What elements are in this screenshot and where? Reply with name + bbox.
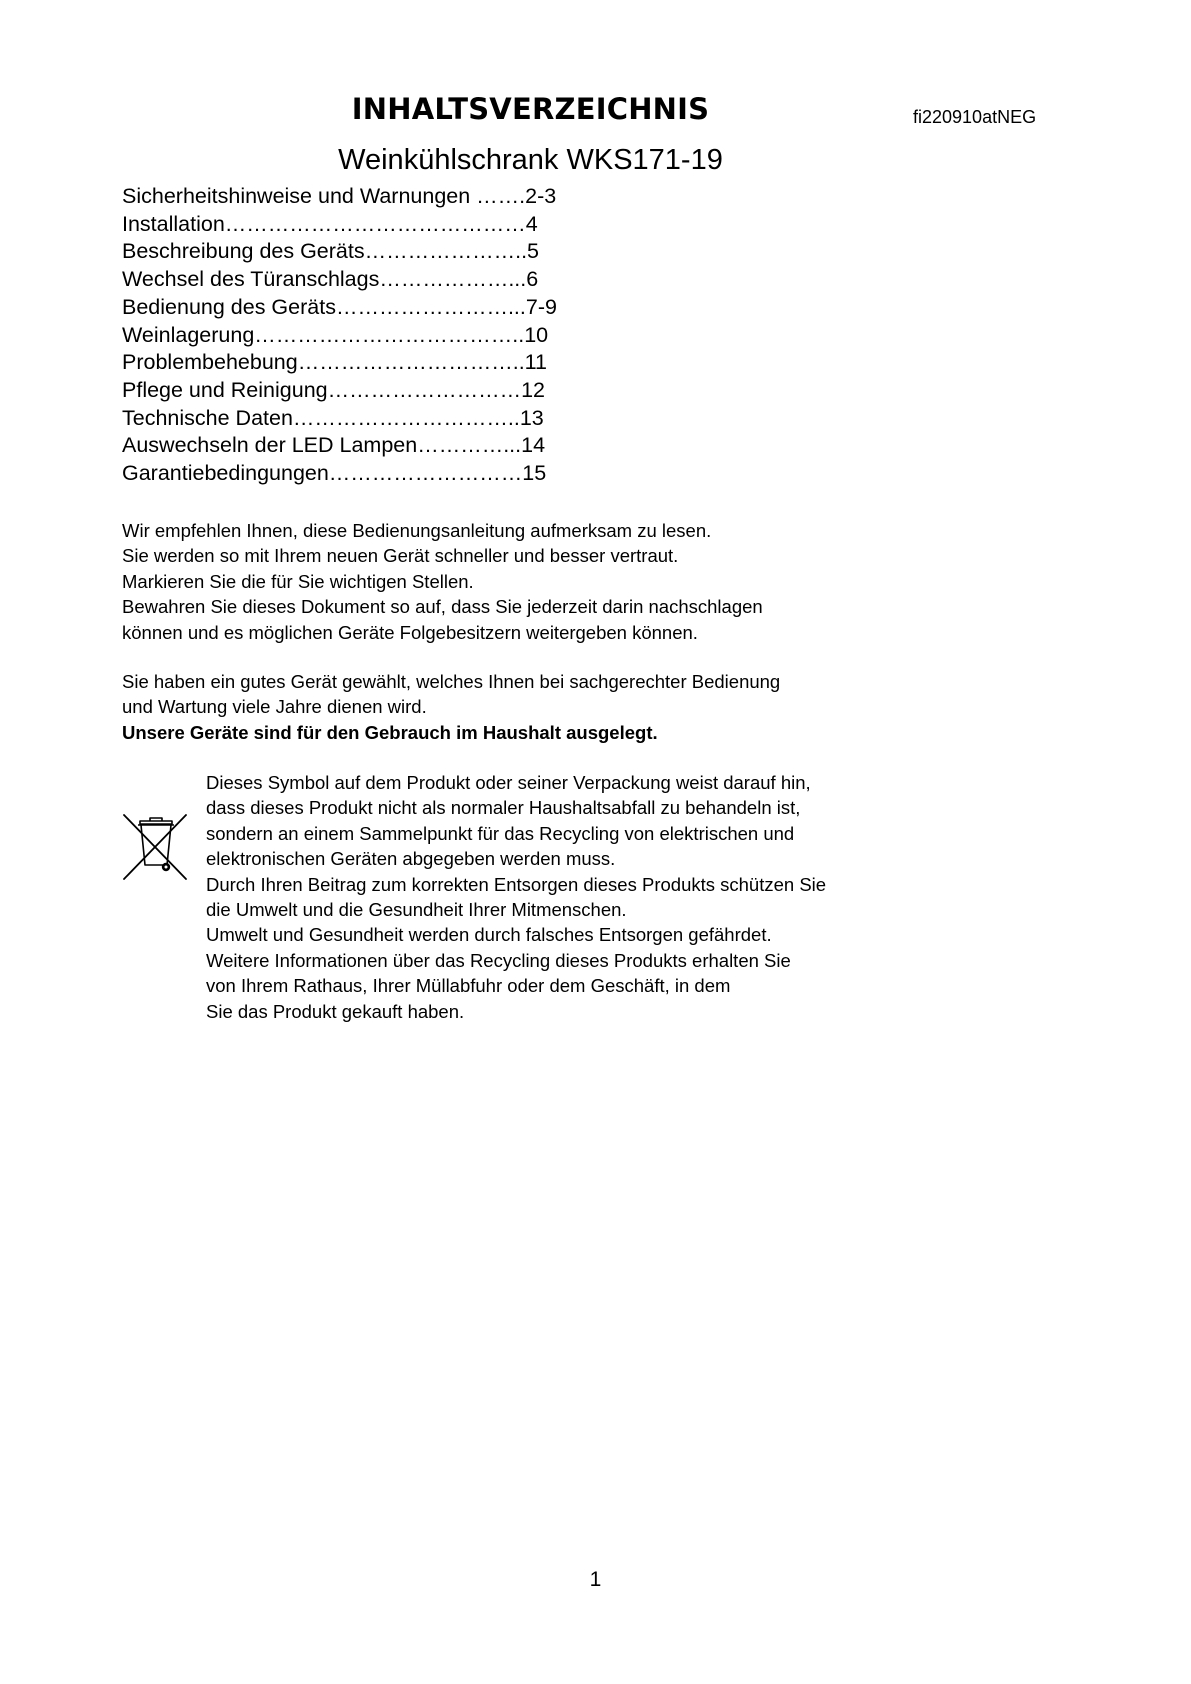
notice-line: Umwelt und Gesundheit werden durch falsches Entsorgen gefährdet. xyxy=(206,924,772,946)
notice-line: die Umwelt und die Gesundheit Ihrer Mitmenschen. xyxy=(206,899,627,921)
page-title: INHALTSVERZEICHNIS xyxy=(351,92,710,126)
weee-disposal-notice xyxy=(206,770,826,1024)
toc-entry: Auswechseln der LED Lampen…………...14 xyxy=(122,433,546,458)
toc-entry: Wechsel des Türanschlags………………...6 xyxy=(122,267,539,292)
notice-line: Durch Ihren Beitrag zum korrekten Entsorgen dieses Produkts schützen Sie xyxy=(206,873,827,895)
toc-entry: Garantiebedingungen………………………15 xyxy=(122,461,547,486)
choice-paragraph xyxy=(122,669,780,745)
page-subtitle: Weinkühlschrank WKS171-19 xyxy=(338,144,723,176)
table-of-contents xyxy=(122,183,557,488)
intro-paragraph xyxy=(122,518,763,645)
toc-entry: Technische Daten…………………………..13 xyxy=(122,405,544,430)
notice-line: sondern an einem Sammelpunkt für das Recycling von elektrischen und xyxy=(206,822,795,844)
notice-line: von Ihrem Rathaus, Ihrer Müllabfuhr oder dem Geschäft, in dem xyxy=(206,975,731,997)
notice-line: Weitere Informationen über das Recycling dieses Produkts erhalten Sie xyxy=(206,949,791,971)
toc-entry: Pflege und Reinigung………………………12 xyxy=(122,377,546,402)
toc-entry: Sicherheitshinweise und Warnungen …….2-3 xyxy=(122,184,557,208)
crossed-out-wheelie-bin-icon xyxy=(120,809,190,883)
paragraph-line: und Wartung viele Jahre dienen wird. xyxy=(122,696,427,718)
toc-entry: Weinlagerung………………………………..10 xyxy=(122,322,549,347)
document-code: fi220910atNEG xyxy=(913,107,1037,127)
paragraph-line: Markieren Sie die für Sie wichtigen Stellen. xyxy=(122,570,474,592)
notice-line: Sie das Produkt gekauft haben. xyxy=(206,1000,465,1022)
paragraph-line: Wir empfehlen Ihnen, diese Bedienungsanleitung aufmerksam zu lesen. xyxy=(122,520,712,541)
paragraph-line: Bewahren Sie dieses Dokument so auf, dass Sie jederzeit darin nachschlagen xyxy=(122,596,763,618)
paragraph-line: Sie werden so mit Ihrem neuen Gerät schneller und besser vertraut. xyxy=(122,545,679,567)
paragraph-line: können und es möglichen Geräte Folgebesitzern weitergeben können. xyxy=(122,621,698,643)
toc-entry: Problembehebung…………………………..11 xyxy=(122,350,547,375)
paragraph-line: Sie haben ein gutes Gerät gewählt, welches Ihnen bei sachgerechter Bedienung xyxy=(122,671,781,692)
toc-entry: Bedienung des Geräts……………………...7-9 xyxy=(122,294,557,319)
page-number: 1 xyxy=(589,1568,602,1591)
household-note: Unsere Geräte sind für den Gebrauch im Haushalt ausgelegt. xyxy=(122,721,658,743)
notice-line: dass dieses Produkt nicht als normaler Haushaltsabfall zu behandeln ist, xyxy=(206,797,801,819)
toc-entry: Beschreibung des Geräts…………………..5 xyxy=(122,239,540,264)
notice-line: Dieses Symbol auf dem Produkt oder seiner Verpackung weist darauf hin, xyxy=(206,772,811,793)
notice-line: elektronischen Geräten abgegeben werden muss. xyxy=(206,848,616,870)
toc-entry: Installation……………………………………4 xyxy=(122,211,538,236)
